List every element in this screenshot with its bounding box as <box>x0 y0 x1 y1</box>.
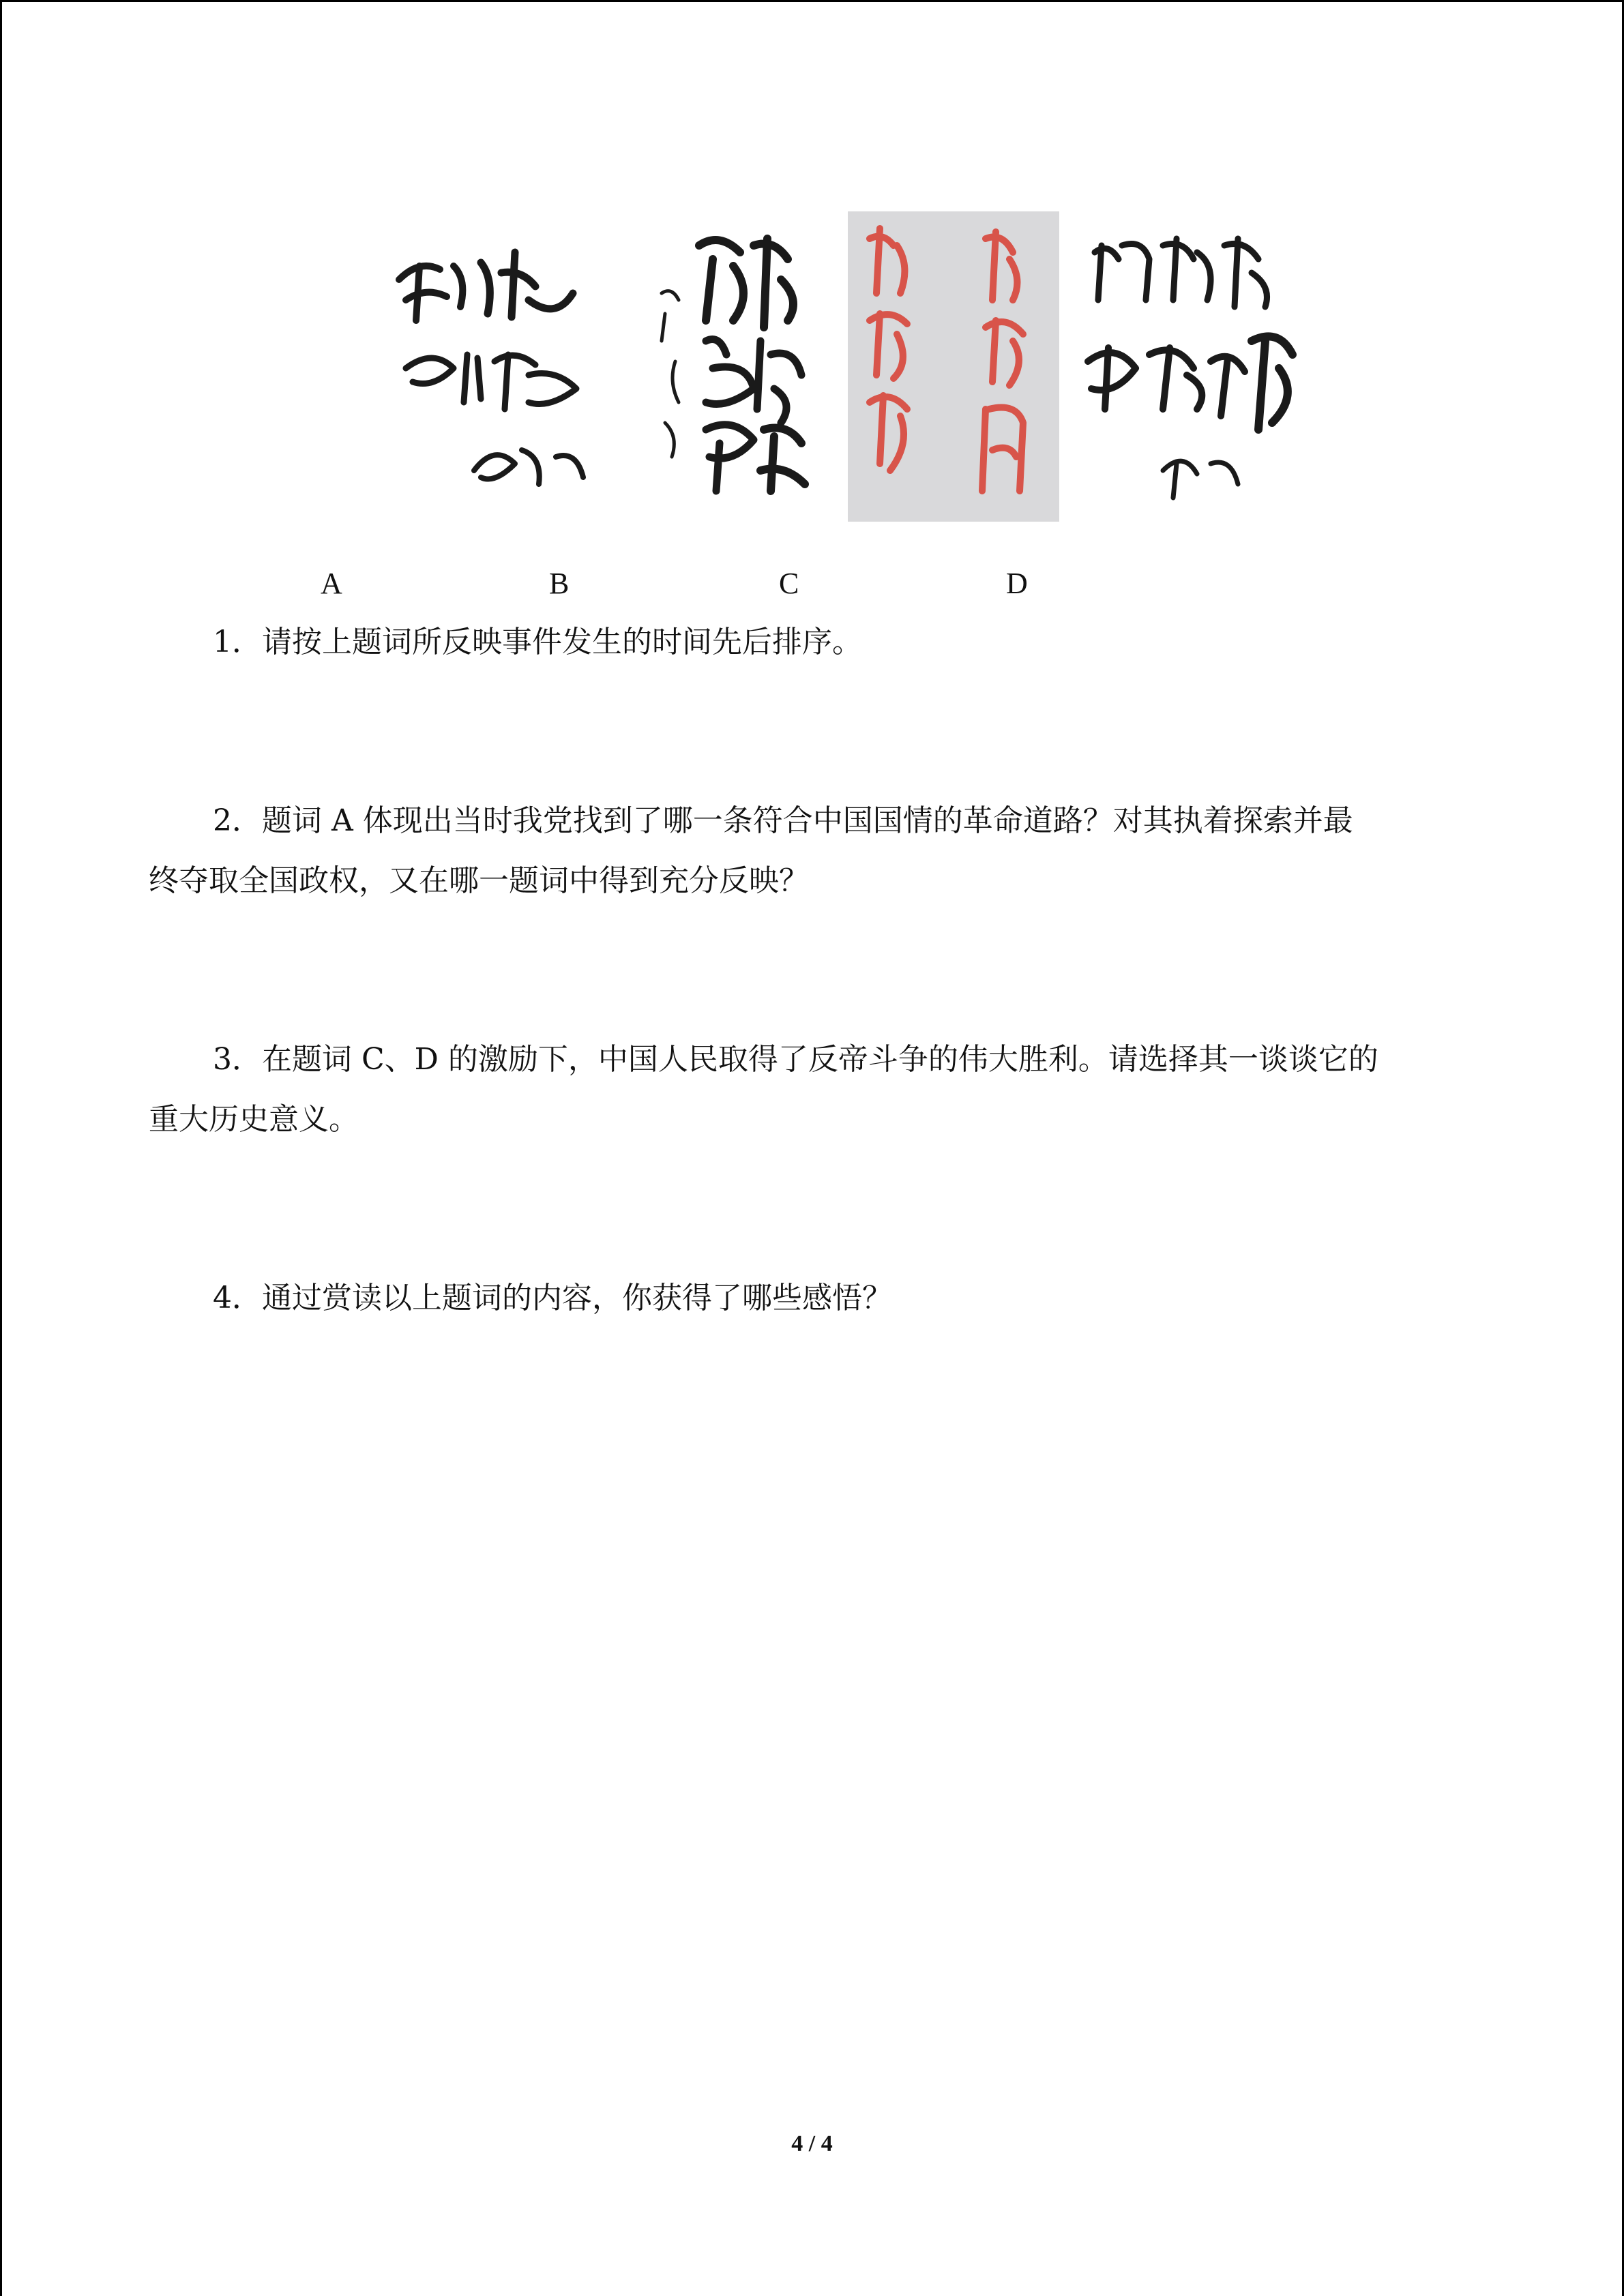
question-1-text: 1．请按上题词所反映事件发生的时间先后排序。 <box>213 625 862 659</box>
figure-label-b: B <box>549 567 570 600</box>
figure-label-c: C <box>779 567 799 600</box>
question-4-text: 4．通过赏读以上题词的内容，你获得了哪些感悟？ <box>213 1281 892 1315</box>
question-3-line-1: 3．在题词 C、D 的激励下，中国人民取得了反帝斗争的伟大胜利。请选择其一谈谈它的 <box>213 1042 1378 1077</box>
inscription-b <box>662 239 805 491</box>
question-3-line-2: 重大历史意义。 <box>149 1102 359 1137</box>
calligraphy-inscriptions-figure <box>392 205 1299 532</box>
question-1 <box>149 612 1479 672</box>
figure-label-row <box>0 566 1624 607</box>
question-2-line-2: 终夺取全国政权，又在哪一题词中得到充分反映？ <box>149 863 809 898</box>
inscription-d <box>1088 239 1293 498</box>
question-4 <box>149 1268 1479 1328</box>
question-2-line-1: 2．题词 A 体现出当时我党找到了哪一条符合中国国情的革命道路？对其执着探索并最 <box>213 803 1353 838</box>
inscription-c <box>848 211 1059 522</box>
question-3 <box>149 1030 1479 1150</box>
figure-label-d: D <box>1006 567 1028 600</box>
figure-label-a: A <box>321 567 342 600</box>
inscription-a <box>399 252 583 484</box>
question-2 <box>149 791 1479 911</box>
page-number: 4 / 4 <box>791 2131 833 2156</box>
